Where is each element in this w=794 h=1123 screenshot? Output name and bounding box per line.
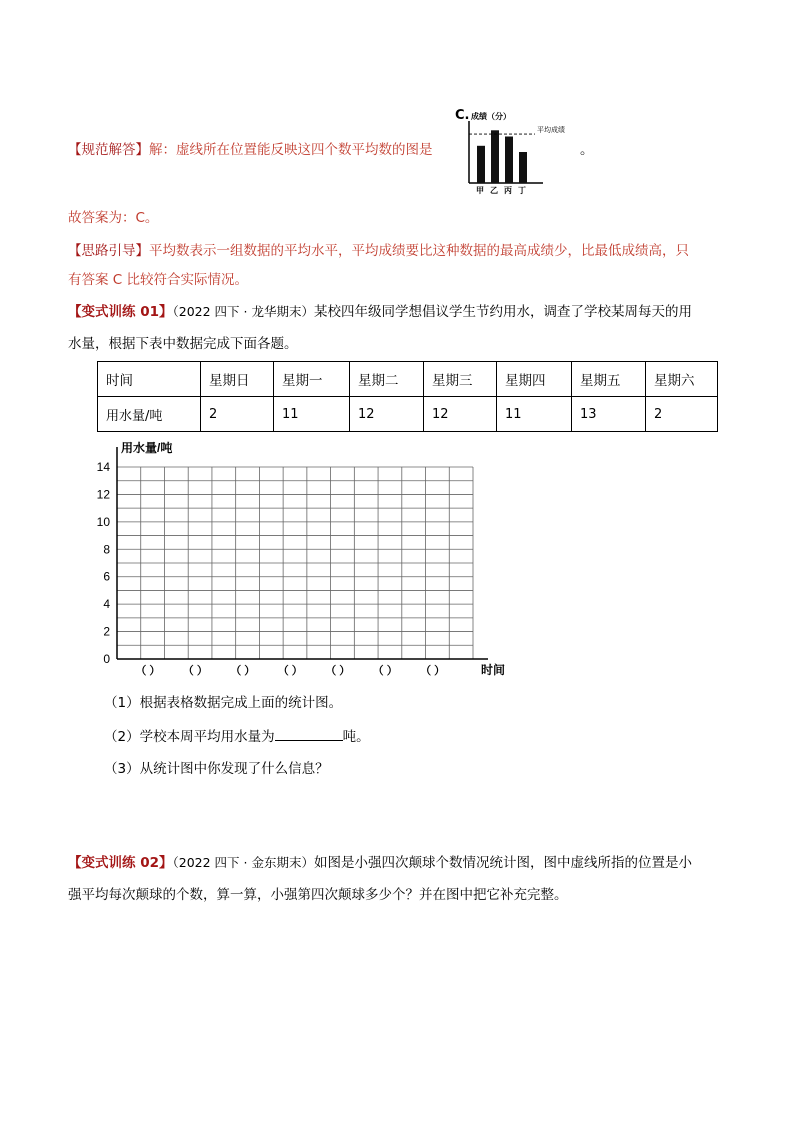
- exercise1-line-1: [68, 302, 692, 322]
- solution-line: [68, 140, 433, 160]
- table-cell: 星期二: [350, 362, 424, 397]
- exercise2-line-1: [68, 853, 692, 873]
- option-c-letter: C.: [455, 108, 470, 123]
- guidance-tag: 【思路引导】: [68, 243, 149, 259]
- exercise2-source: （2022 四下 · 金东期末）: [172, 855, 314, 870]
- question-2-prefix: （2）学校本周平均用水量为: [104, 729, 275, 745]
- question-1: （1）根据表格数据完成上面的统计图。: [104, 695, 343, 711]
- mini-chart-bar: [477, 146, 485, 183]
- water-usage-chart: [88, 435, 528, 680]
- mini-chart-average-label: 平均成绩: [537, 126, 565, 135]
- x-category-placeholder: （ ）: [372, 665, 398, 677]
- table-cell: 13: [572, 397, 646, 432]
- table-cell: 星期四: [497, 362, 572, 397]
- chart-xlabel: 时间: [481, 663, 506, 677]
- table-cell: 星期三: [424, 362, 497, 397]
- y-tick-label: 8: [103, 542, 110, 557]
- exercise1-text-1: 某校四年级同学想倡议学生节约用水，调查了学校某周每天的用: [313, 304, 692, 320]
- water-usage-table: [97, 361, 718, 432]
- guidance-text-1: 平均数表示一组数据的平均水平，平均成绩要比这种数据的最高成绩少，比最低成绩高，只: [149, 243, 689, 259]
- table-cell: 12: [350, 397, 424, 432]
- table-row: [98, 397, 718, 432]
- question-3: （3）从统计图中你发现了什么信息？: [104, 761, 329, 777]
- mini-chart-ylabel: 成绩（分）: [471, 112, 511, 121]
- y-tick-label: 4: [103, 597, 110, 612]
- y-tick-label: 12: [96, 487, 110, 502]
- y-tick-label: 14: [96, 460, 110, 474]
- table-cell: 2: [201, 397, 274, 432]
- table-header-row: [98, 362, 718, 397]
- mini-chart-bar: [491, 130, 499, 183]
- exercise1-tag: 【变式训练 01】: [68, 304, 173, 320]
- table-cell: 星期日: [201, 362, 274, 397]
- exercise1-line-2: 水量，根据下表中数据完成下面各题。: [68, 336, 298, 352]
- solution-suffix: 。: [580, 142, 594, 158]
- exercise2-line-2: 强平均每次颠球的个数，算一算，小强第四次颠球多少个？并在图中把它补充完整。: [68, 887, 568, 903]
- guidance-line-2: 有答案 C 比较符合实际情况。: [68, 272, 249, 288]
- exercise2-text-1: 如图是小强四次颠球个数情况统计图，图中虚线所指的位置是小: [313, 855, 692, 871]
- table-cell: 用水量/吨: [98, 397, 201, 432]
- x-category-placeholder: （ ）: [230, 665, 256, 677]
- mini-chart-category: 甲: [476, 186, 484, 195]
- x-category-placeholder: （ ）: [420, 665, 446, 677]
- exercise2-tag: 【变式训练 02】: [68, 855, 173, 871]
- question-2-suffix: 吨。: [342, 729, 370, 745]
- mini-chart-category: 乙: [490, 186, 498, 195]
- y-tick-label: 0: [103, 652, 110, 666]
- mini-chart-category: 丁: [518, 186, 526, 195]
- table-cell: 时间: [98, 362, 201, 397]
- x-category-placeholder: （ ）: [277, 665, 303, 677]
- table-cell: 11: [497, 397, 572, 432]
- table-cell: 星期六: [646, 362, 718, 397]
- mini-chart-bar: [505, 137, 513, 184]
- answer-line: 故答案为：C。: [68, 210, 159, 226]
- x-category-placeholder: （ ）: [135, 665, 161, 677]
- table-cell: 星期五: [572, 362, 646, 397]
- x-category-placeholder: （ ）: [325, 665, 351, 677]
- solution-tag: 【规范解答】: [68, 142, 149, 158]
- solution-text: 虚线所在位置能反映这四个数平均数的图是: [176, 142, 433, 158]
- exercise1-source: （2022 四下 · 龙华期末）: [172, 304, 314, 319]
- table-cell: 2: [646, 397, 718, 432]
- chart-ylabel: 用水量/吨: [121, 441, 173, 455]
- question-2: [104, 726, 370, 747]
- x-category-placeholder: （ ）: [182, 665, 208, 677]
- table-cell: 11: [274, 397, 350, 432]
- answer-blank[interactable]: [275, 726, 343, 741]
- mini-chart-bar: [519, 152, 527, 183]
- option-c-mini-chart: [455, 103, 585, 198]
- table-cell: 12: [424, 397, 497, 432]
- solution-prefix: 解：: [149, 142, 176, 158]
- y-tick-label: 6: [103, 569, 110, 584]
- table-cell: 星期一: [274, 362, 350, 397]
- y-tick-label: 10: [96, 514, 110, 529]
- y-tick-label: 2: [103, 624, 110, 639]
- guidance-line-1: [68, 241, 689, 261]
- mini-chart-category: 丙: [504, 186, 512, 195]
